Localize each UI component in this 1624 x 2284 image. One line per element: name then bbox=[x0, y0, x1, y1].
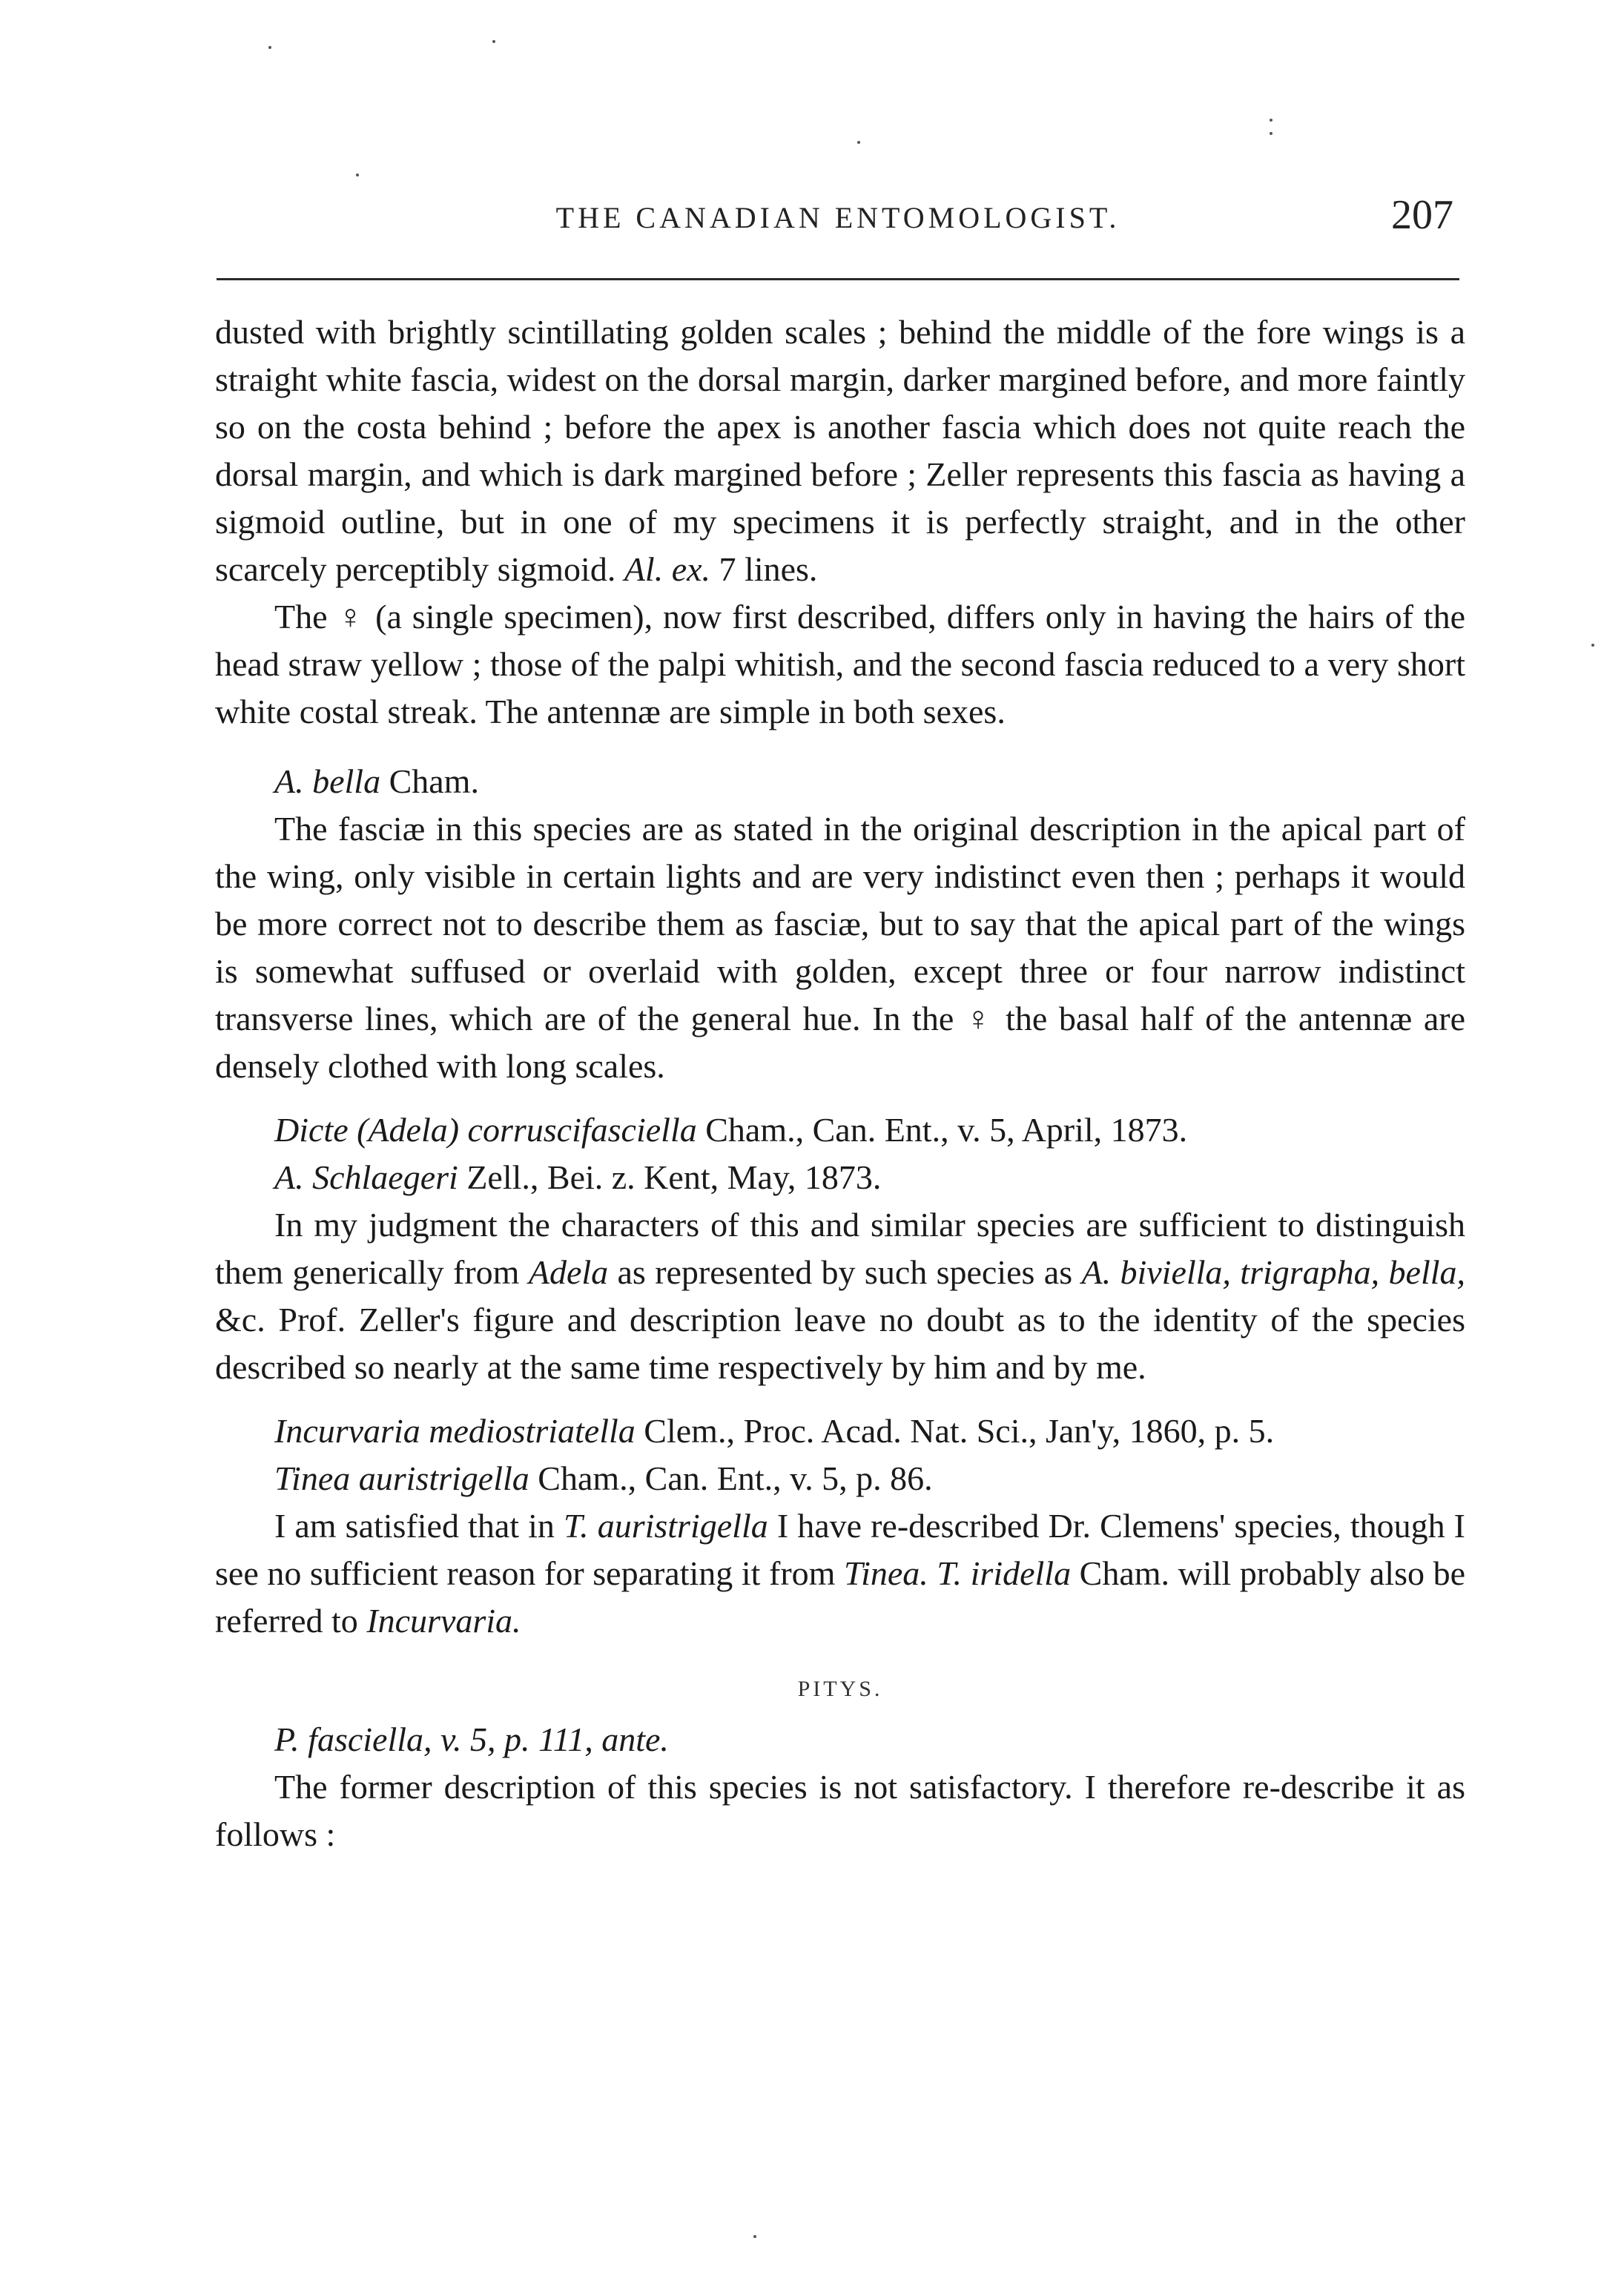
species-auristrigella: T. auristrigella bbox=[563, 1507, 768, 1545]
paragraph-2 bbox=[215, 593, 1465, 736]
species-author: Cham. bbox=[389, 762, 479, 800]
paragraph-5-part-3: Cham. will probably also be referred to bbox=[215, 1554, 1465, 1640]
reference-name: A. Schlaegeri bbox=[274, 1158, 458, 1196]
article-body bbox=[215, 308, 1465, 1858]
species-name: A. bella bbox=[274, 762, 381, 800]
paragraph-6-text: The former description of this species is not satisfactory. I therefore re-describe it as follows : bbox=[215, 1768, 1465, 1853]
reference-2 bbox=[215, 1154, 1465, 1201]
reference-citation: Cham., Can. Ent., v. 5, p. 86. bbox=[538, 1459, 933, 1497]
species-list: A. biviella, trigrapha, bella, bbox=[1081, 1253, 1466, 1291]
paragraph-2-text: The ♀ (a single specimen), now first described, differs only in having the hairs of the head straw yellow ; those of the palpi whitish, and the second fascia reduced to a very short white costal streak. The antennæ are simple in both sexes. bbox=[215, 598, 1465, 730]
paragraph-6 bbox=[215, 1763, 1465, 1858]
header-rule bbox=[217, 278, 1459, 280]
paragraph-1 bbox=[215, 308, 1465, 593]
reference-citation: Clem., Proc. Acad. Nat. Sci., Jan'y, 1860, p. 5. bbox=[644, 1412, 1275, 1450]
paragraph-5 bbox=[215, 1502, 1465, 1645]
reference-name: Tinea auristrigella bbox=[274, 1459, 529, 1497]
section-heading-pitys: PITYS. bbox=[797, 1677, 883, 1701]
paragraph-3-text: The fasciæ in this species are as stated in the original description in the apical part of the wing, only visible in certain lights and are very indistinct even then ; perhaps it would be more correct not to describe them as fasciæ, but to say that the apical part of the wings is somewhat suffused or overlaid with golden, except three or four narrow indistinct transverse lines, which are of the general hue. In the ♀ the basal half of the antennæ are densely clothed with long scales. bbox=[215, 810, 1465, 1085]
alar-expanse-value: 7 lines. bbox=[719, 550, 818, 588]
page-number: 207 bbox=[1391, 192, 1453, 238]
species-heading-bella bbox=[215, 758, 1465, 805]
species-iridella: T. iridella bbox=[937, 1554, 1072, 1592]
paragraph-4-part-3: &c. Prof. Zeller's figure and description leave no doubt as to the identity of the species described so nearly at the same time respectively by him and by me. bbox=[215, 1301, 1465, 1386]
alar-expanse-label: Al. ex. bbox=[624, 550, 711, 588]
genus-adela: Adela bbox=[528, 1253, 609, 1291]
reference-4 bbox=[215, 1455, 1465, 1502]
genus-incurvaria: Incurvaria. bbox=[366, 1602, 521, 1640]
paragraph-5-part-1: I am satisfied that in bbox=[274, 1507, 555, 1545]
paragraph-5-part-2: I have re-described Dr. Clemens' species, though I see no sufficient reason for separating it from bbox=[215, 1507, 1465, 1592]
reference-name: P. fasciella, v. 5, p. 111, ante. bbox=[274, 1720, 669, 1758]
genus-tinea: Tinea. bbox=[844, 1554, 928, 1592]
paragraph-3 bbox=[215, 805, 1465, 1090]
reference-5 bbox=[215, 1716, 1465, 1763]
reference-name: Dicte (Adela) corruscifasciella bbox=[274, 1111, 697, 1149]
paragraph-1-text: dusted with brightly scintillating golden scales ; behind the middle of the fore wings is a straight white fascia, widest on the dorsal margin, darker margined before, and more faintly so on the costa behind ; before the apex is another fascia which does not quite reach the dorsal margin, and which is dark margined before ; Zeller represents this fascia as having a sigmoid outline, but in one of my specimens it is perfectly straight, and in the other scarcely perceptibly sigmoid. bbox=[215, 313, 1465, 588]
reference-1 bbox=[215, 1106, 1465, 1154]
reference-name: Incurvaria mediostriatella bbox=[274, 1412, 636, 1450]
reference-citation: Cham., Can. Ent., v. 5, April, 1873. bbox=[705, 1111, 1188, 1149]
page-header bbox=[217, 191, 1459, 251]
paragraph-4-part-2: as represented by such species as bbox=[617, 1253, 1073, 1291]
paragraph-4-part-1: In my judgment the characters of this and similar species are sufficient to distinguish them generically from bbox=[215, 1206, 1465, 1291]
running-title: THE CANADIAN ENTOMOLOGIST. bbox=[555, 201, 1120, 234]
paragraph-4 bbox=[215, 1201, 1465, 1391]
reference-3 bbox=[215, 1407, 1465, 1455]
reference-citation: Zell., Bei. z. Kent, May, 1873. bbox=[466, 1158, 882, 1196]
